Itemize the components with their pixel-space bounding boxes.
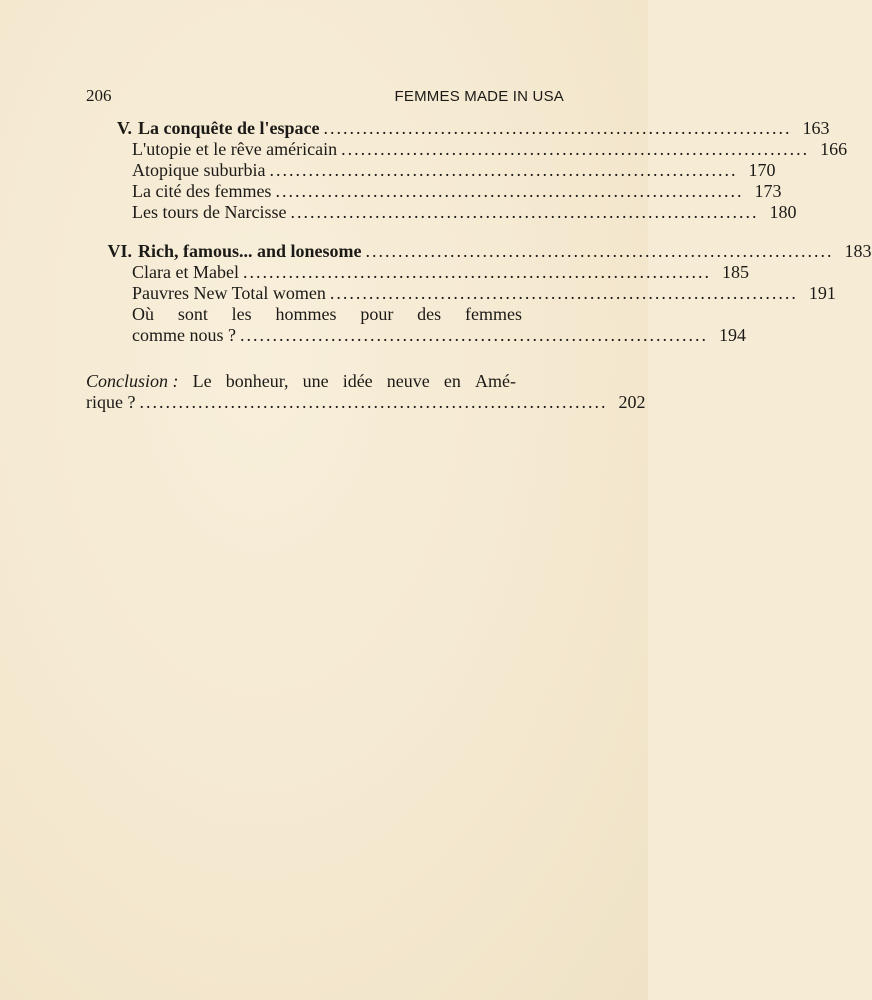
dot-leader: ........................................................................ <box>139 392 608 412</box>
page-header <box>86 86 564 106</box>
conclusion-word: Amé- <box>474 371 516 391</box>
toc-chapter-row <box>86 241 872 262</box>
entry-word: sont <box>177 304 208 324</box>
toc-conclusion <box>86 370 646 413</box>
entry-page: 191 <box>808 283 836 303</box>
entry-title: La cité des femmes <box>132 181 272 201</box>
conclusion-word: idée <box>342 371 373 391</box>
conclusion-word: Le <box>192 371 212 391</box>
toc-section-v <box>86 118 848 223</box>
dot-leader: ........................................................................ <box>290 202 759 222</box>
toc-chapter-row <box>86 118 830 139</box>
entry-title: Atopique suburbia <box>132 160 266 180</box>
toc-entry-row <box>86 139 848 160</box>
conclusion-page: 202 <box>618 392 646 412</box>
entry-title: Pauvres New Total women <box>132 283 326 303</box>
dot-leader: ........................................................................ <box>269 160 738 180</box>
chapter-title: La conquête de l'espace <box>138 118 320 138</box>
toc-entry-wrapped-line1 <box>86 304 522 325</box>
chapter-title: Rich, famous... and lonesome <box>138 241 362 261</box>
dot-leader: ........................................................................ <box>341 139 810 159</box>
conclusion-line1 <box>86 370 516 392</box>
entry-word: femmes <box>464 304 522 324</box>
chapter-numeral: VI. <box>107 241 132 261</box>
conclusion-word: bonheur, <box>225 371 289 391</box>
dot-leader: ........................................................................ <box>239 325 708 345</box>
toc-entry-row <box>86 181 782 202</box>
table-of-contents <box>86 118 872 413</box>
entry-title: L'utopie et le rêve américain <box>132 139 338 159</box>
dot-leader: ........................................................................ <box>242 262 711 282</box>
entry-page: 166 <box>820 139 848 159</box>
toc-entry-row <box>86 262 749 283</box>
toc-entry-row <box>86 160 776 181</box>
entry-word: hommes <box>275 304 337 324</box>
entry-word: des <box>417 304 442 324</box>
chapter-page: 183 <box>844 241 872 261</box>
running-title: FEMMES MADE IN USA <box>394 88 564 105</box>
entry-word: Où <box>132 304 154 324</box>
dot-leader: ........................................................................ <box>329 283 798 303</box>
toc-entry-row <box>86 202 797 223</box>
dot-leader: ........................................................................ <box>323 118 792 138</box>
entry-title: Les tours de Narcisse <box>132 202 287 222</box>
entry-page: 194 <box>718 325 746 345</box>
toc-entry-wrapped-line2 <box>86 325 746 346</box>
entry-title: Clara et Mabel <box>132 262 239 282</box>
entry-word: pour <box>360 304 394 324</box>
conclusion-word: neuve <box>386 371 430 391</box>
entry-page: 173 <box>754 181 782 201</box>
toc-section-vi <box>86 241 872 346</box>
entry-page: 185 <box>721 262 749 282</box>
entry-word: les <box>231 304 252 324</box>
conclusion-word: une <box>302 371 329 391</box>
conclusion-line2 <box>86 392 646 413</box>
dot-leader: ........................................................................ <box>365 241 834 261</box>
chapter-numeral: V. <box>116 118 132 138</box>
conclusion-word: en <box>443 371 461 391</box>
toc-entry-row <box>86 283 836 304</box>
entry-title: comme nous ? <box>132 325 236 345</box>
conclusion-label: Conclusion : <box>86 371 179 391</box>
chapter-page: 163 <box>802 118 830 138</box>
entry-page: 170 <box>748 160 776 180</box>
entry-page: 180 <box>769 202 797 222</box>
conclusion-title-end: rique ? <box>86 392 136 412</box>
dot-leader: ........................................................................ <box>275 181 744 201</box>
page-number: 206 <box>86 86 112 105</box>
